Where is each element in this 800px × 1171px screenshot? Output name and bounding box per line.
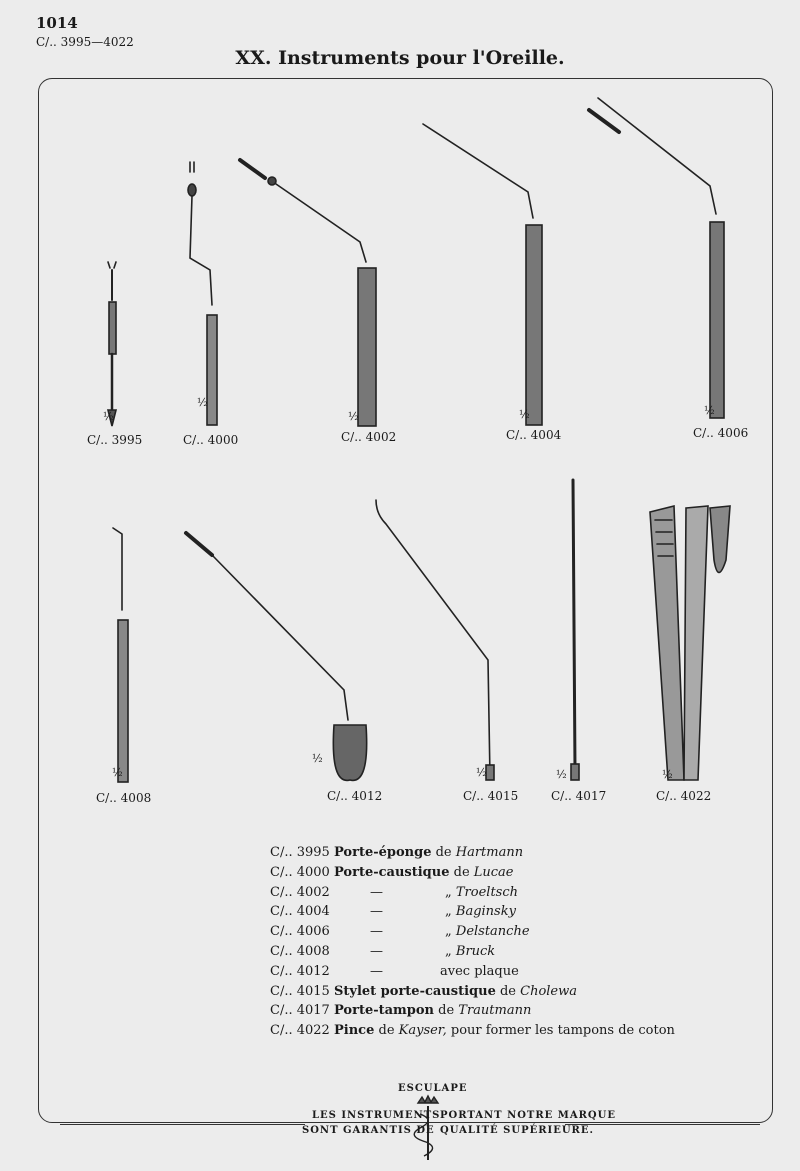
instrument-label: C/.. 4022 xyxy=(656,789,712,803)
scale-mark: ½ xyxy=(704,404,715,417)
legend-name: Porte-tampon xyxy=(334,1003,435,1019)
legend-dash: — xyxy=(370,904,383,920)
legend-connector: de xyxy=(495,983,521,999)
legend-author: Delstanche xyxy=(455,924,530,940)
footer-right-line1: PORTANT NOTRE MARQUE xyxy=(440,1110,616,1121)
legend-name: Stylet porte-caustique xyxy=(334,983,496,999)
legend-author: Lucae xyxy=(473,864,514,880)
legend-description: avec plaque xyxy=(440,963,519,979)
brand-name: ESCULAPE xyxy=(398,1083,468,1094)
legend-author: Cholewa xyxy=(520,983,577,999)
instrument-label: C/.. 4012 xyxy=(327,789,383,803)
legend-code: C/.. 3995 xyxy=(270,845,330,860)
legend-code: C/.. 4017 xyxy=(270,1003,330,1019)
instrument-label: C/.. 4008 xyxy=(96,791,152,805)
legend-connector: de xyxy=(431,845,456,860)
legend-dash: — xyxy=(370,943,383,959)
instrument-label: C/.. 4017 xyxy=(551,789,607,803)
scale-mark: ½ xyxy=(556,768,567,781)
legend-name: Porte-caustique xyxy=(334,864,450,880)
legend-quote: „ xyxy=(445,924,452,940)
scale-mark: ½ xyxy=(197,396,208,409)
legend-name: Porte-éponge xyxy=(334,845,432,860)
legend-dash: — xyxy=(370,924,383,940)
legend-author: Hartmann xyxy=(455,845,524,860)
legend-name: Pince xyxy=(334,1023,375,1039)
legend-code: C/.. 4000 xyxy=(270,864,330,880)
legend-dash: — xyxy=(370,963,383,979)
legend-code: C/.. 4008 xyxy=(270,943,330,959)
instrument-label: C/.. 4006 xyxy=(693,426,749,440)
legend-code: C/.. 4022 xyxy=(270,1023,330,1039)
scale-mark: ½ xyxy=(519,408,530,421)
legend-author: Bruck xyxy=(455,943,496,959)
legend-suffix: pour former les tampons de coton xyxy=(446,1023,675,1039)
scale-mark: ½ xyxy=(662,768,673,781)
instrument-label: C/.. 4000 xyxy=(183,433,239,447)
footer-left-line1: LES INSTRUMENTS xyxy=(312,1110,441,1121)
instrument-label: C/.. 4004 xyxy=(506,428,562,442)
legend-author: Troeltsch xyxy=(455,884,519,900)
legend-code: C/.. 4015 xyxy=(270,983,330,999)
legend-connector: de xyxy=(374,1023,399,1039)
legend-code: C/.. 4002 xyxy=(270,884,330,900)
scale-mark: ½ xyxy=(112,766,123,779)
instrument-label: C/.. 4015 xyxy=(463,789,519,803)
footer-right-line2: QUALITÉ SUPÉRIEURE. xyxy=(440,1125,594,1136)
legend-author: Kayser, xyxy=(398,1023,447,1039)
legend-author: Baginsky xyxy=(455,904,516,920)
page-title: XX. Instruments pour l'Oreille. xyxy=(235,47,565,69)
legend-dash: — xyxy=(370,884,383,900)
legend-connector: de xyxy=(449,864,474,880)
footer-left-line2: SONT GARANTIS DE xyxy=(302,1125,435,1136)
instrument-label: C/.. 3995 xyxy=(87,433,143,447)
legend-code: C/.. 4012 xyxy=(270,963,330,979)
legend-author: Trautmann xyxy=(458,1003,532,1019)
scale-mark: ½ xyxy=(312,752,323,765)
catalog-range: C/.. 3995—4022 xyxy=(36,35,134,49)
legend-code: C/.. 4006 xyxy=(270,924,330,940)
legend-quote: „ xyxy=(445,904,452,920)
instrument-label: C/.. 4002 xyxy=(341,430,397,444)
page-number: 1014 xyxy=(36,14,78,32)
scale-mark: ½ xyxy=(476,766,487,779)
legend-connector: de xyxy=(434,1003,459,1019)
scale-mark: ½ xyxy=(103,410,114,423)
legend-quote: „ xyxy=(445,943,452,959)
legend-code: C/.. 4004 xyxy=(270,904,330,920)
scale-mark: ½ xyxy=(348,410,359,423)
legend-quote: „ xyxy=(445,884,452,900)
